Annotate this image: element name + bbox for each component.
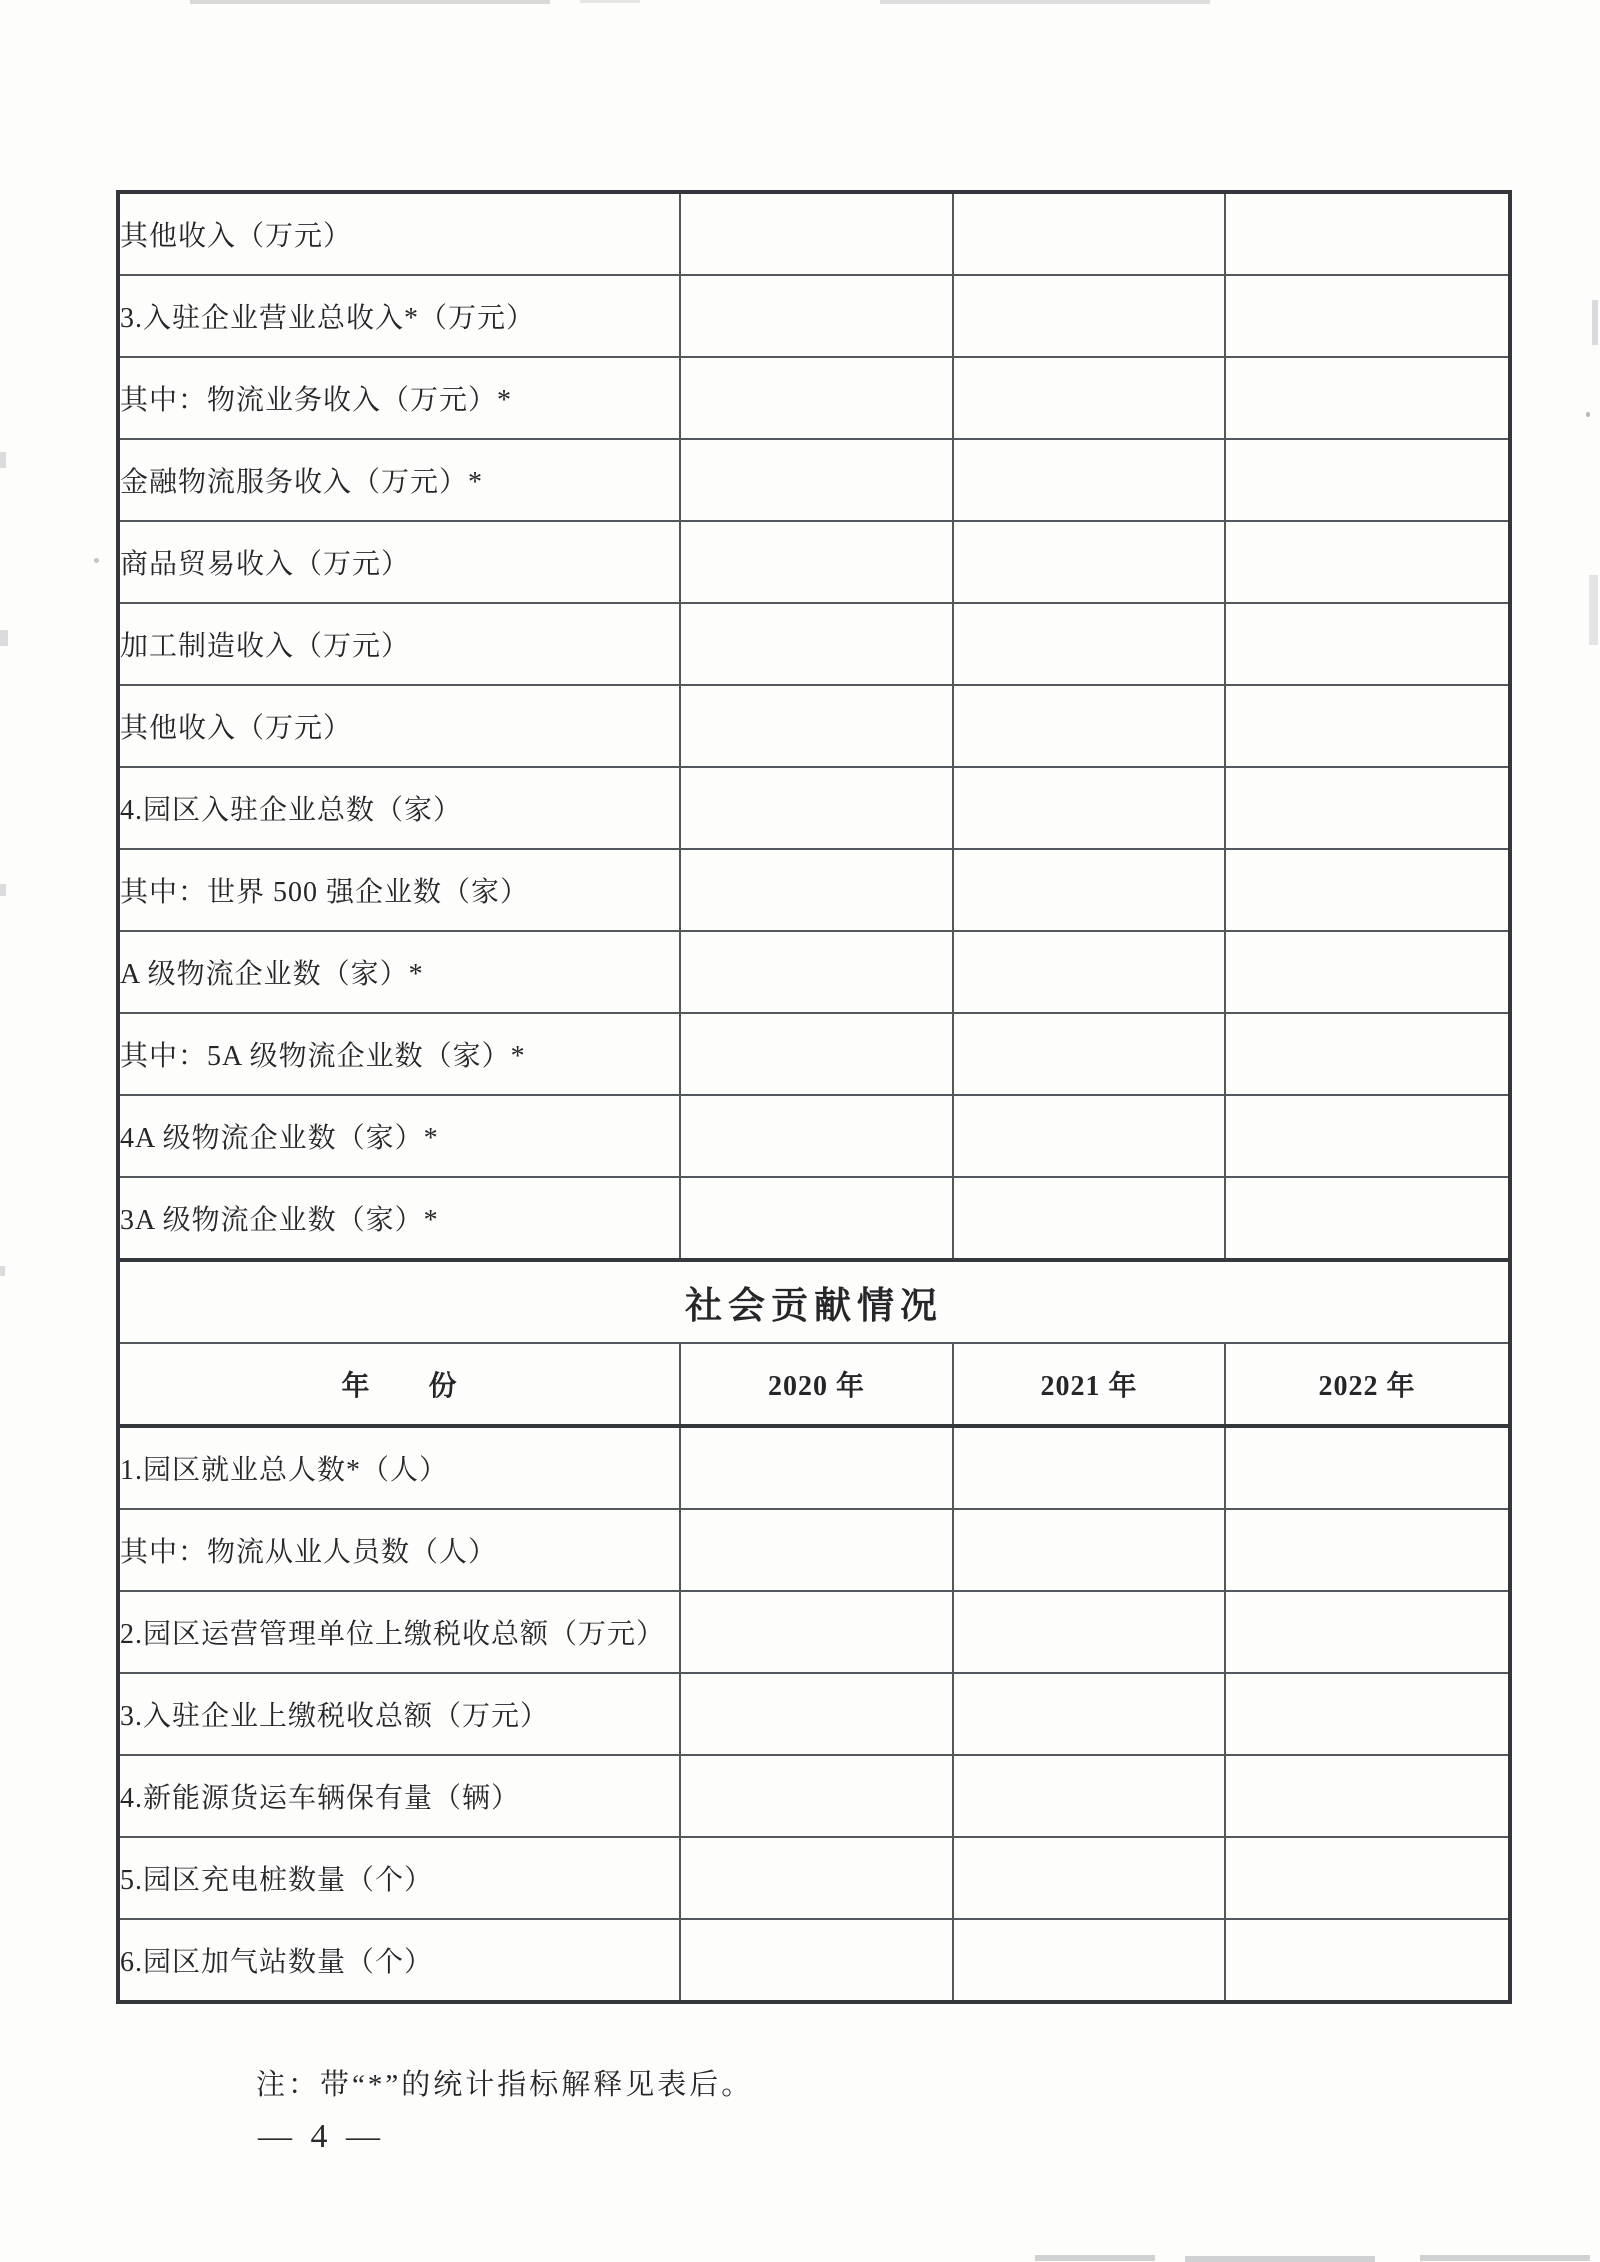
table-row xyxy=(118,1013,1510,1095)
value-cell-2021 xyxy=(953,1177,1225,1260)
row-label: 其中：物流业务收入（万元）* xyxy=(118,357,680,439)
table-row xyxy=(118,1837,1510,1919)
value-cell-2021 xyxy=(953,357,1225,439)
value-cell-2022 xyxy=(1225,603,1510,685)
table-row xyxy=(118,849,1510,931)
row-label: 2.园区运营管理单位上缴税收总额（万元） xyxy=(118,1591,680,1673)
scan-artifact xyxy=(190,0,550,4)
year-column-header-2021: 2021 年 xyxy=(953,1343,1225,1426)
scan-artifact xyxy=(0,630,8,646)
scan-artifact xyxy=(0,452,6,468)
row-label: 3.入驻企业营业总收入*（万元） xyxy=(118,275,680,357)
value-cell-2020 xyxy=(680,1095,953,1177)
value-cell-2020 xyxy=(680,931,953,1013)
scan-artifact xyxy=(1589,575,1598,645)
value-cell-2022 xyxy=(1225,1509,1510,1591)
value-cell-2022 xyxy=(1225,1095,1510,1177)
table-row xyxy=(118,439,1510,521)
value-cell-2021 xyxy=(953,275,1225,357)
scan-artifact xyxy=(1420,2255,1590,2261)
table-row xyxy=(118,685,1510,767)
value-cell-2020 xyxy=(680,192,953,275)
value-cell-2020 xyxy=(680,1673,953,1755)
table-row xyxy=(118,1095,1510,1177)
value-cell-2021 xyxy=(953,1591,1225,1673)
table-row xyxy=(118,767,1510,849)
value-cell-2020 xyxy=(680,849,953,931)
value-cell-2021 xyxy=(953,1509,1225,1591)
value-cell-2021 xyxy=(953,849,1225,931)
row-label: 其他收入（万元） xyxy=(118,685,680,767)
year-column-header-2022: 2022 年 xyxy=(1225,1343,1510,1426)
value-cell-2021 xyxy=(953,685,1225,767)
scan-artifact xyxy=(0,1266,5,1276)
row-label: A 级物流企业数（家）* xyxy=(118,931,680,1013)
footnote: 注：带“*”的统计指标解释见表后。 xyxy=(256,2069,754,2101)
table-row xyxy=(118,275,1510,357)
row-label: 6.园区加气站数量（个） xyxy=(118,1919,680,2002)
table-row xyxy=(118,1673,1510,1755)
value-cell-2022 xyxy=(1225,1177,1510,1260)
value-cell-2021 xyxy=(953,767,1225,849)
scan-artifact xyxy=(94,558,99,563)
value-cell-2022 xyxy=(1225,1013,1510,1095)
row-label: 加工制造收入（万元） xyxy=(118,603,680,685)
value-cell-2021 xyxy=(953,1755,1225,1837)
row-label: 3.入驻企业上缴税收总额（万元） xyxy=(118,1673,680,1755)
table-row xyxy=(118,357,1510,439)
value-cell-2021 xyxy=(953,1013,1225,1095)
row-label: 1.园区就业总人数*（人） xyxy=(118,1426,680,1509)
scan-artifact xyxy=(880,0,1210,4)
table-row xyxy=(118,1426,1510,1509)
year-column-header-2020: 2020 年 xyxy=(680,1343,953,1426)
table-row xyxy=(118,1591,1510,1673)
year-label-header: 年 份 xyxy=(118,1343,680,1426)
table-row xyxy=(118,1509,1510,1591)
row-label: 其中：5A 级物流企业数（家）* xyxy=(118,1013,680,1095)
value-cell-2021 xyxy=(953,603,1225,685)
value-cell-2020 xyxy=(680,767,953,849)
scan-artifact xyxy=(580,0,640,3)
table-row xyxy=(118,603,1510,685)
value-cell-2022 xyxy=(1225,275,1510,357)
row-label: 4.新能源货运车辆保有量（辆） xyxy=(118,1755,680,1837)
table-row xyxy=(118,1919,1510,2002)
scan-artifact xyxy=(1592,300,1598,345)
row-label: 5.园区充电桩数量（个） xyxy=(118,1837,680,1919)
value-cell-2020 xyxy=(680,1837,953,1919)
value-cell-2020 xyxy=(680,685,953,767)
value-cell-2020 xyxy=(680,1426,953,1509)
value-cell-2021 xyxy=(953,192,1225,275)
page-number: — 4 — xyxy=(258,2118,385,2155)
table-row xyxy=(118,521,1510,603)
row-label: 商品贸易收入（万元） xyxy=(118,521,680,603)
row-label: 其中：世界 500 强企业数（家） xyxy=(118,849,680,931)
value-cell-2021 xyxy=(953,1095,1225,1177)
value-cell-2022 xyxy=(1225,931,1510,1013)
row-label: 4A 级物流企业数（家）* xyxy=(118,1095,680,1177)
value-cell-2021 xyxy=(953,1673,1225,1755)
value-cell-2020 xyxy=(680,603,953,685)
value-cell-2020 xyxy=(680,1591,953,1673)
value-cell-2020 xyxy=(680,1013,953,1095)
park-statistics-table xyxy=(116,190,1512,2004)
row-label: 其他收入（万元） xyxy=(118,192,680,275)
value-cell-2022 xyxy=(1225,767,1510,849)
row-label: 金融物流服务收入（万元）* xyxy=(118,439,680,521)
value-cell-2020 xyxy=(680,521,953,603)
scan-artifact xyxy=(0,884,6,896)
value-cell-2022 xyxy=(1225,1673,1510,1755)
value-cell-2021 xyxy=(953,1426,1225,1509)
row-label: 3A 级物流企业数（家）* xyxy=(118,1177,680,1260)
scan-artifact xyxy=(1185,2256,1375,2262)
table-row xyxy=(118,192,1510,275)
value-cell-2022 xyxy=(1225,192,1510,275)
value-cell-2021 xyxy=(953,439,1225,521)
section-title: 社会贡献情况 xyxy=(118,1260,1510,1343)
value-cell-2021 xyxy=(953,521,1225,603)
value-cell-2022 xyxy=(1225,1837,1510,1919)
value-cell-2022 xyxy=(1225,1919,1510,2002)
value-cell-2021 xyxy=(953,931,1225,1013)
value-cell-2020 xyxy=(680,1509,953,1591)
row-label: 4.园区入驻企业总数（家） xyxy=(118,767,680,849)
value-cell-2022 xyxy=(1225,1426,1510,1509)
value-cell-2022 xyxy=(1225,521,1510,603)
table-row xyxy=(118,1755,1510,1837)
value-cell-2020 xyxy=(680,1755,953,1837)
row-label: 其中：物流从业人员数（人） xyxy=(118,1509,680,1591)
value-cell-2022 xyxy=(1225,685,1510,767)
value-cell-2020 xyxy=(680,1177,953,1260)
value-cell-2020 xyxy=(680,357,953,439)
value-cell-2020 xyxy=(680,1919,953,2002)
year-header-row xyxy=(118,1343,1510,1426)
value-cell-2020 xyxy=(680,439,953,521)
value-cell-2022 xyxy=(1225,439,1510,521)
table-row xyxy=(118,931,1510,1013)
value-cell-2021 xyxy=(953,1837,1225,1919)
table-row xyxy=(118,1177,1510,1260)
value-cell-2022 xyxy=(1225,1755,1510,1837)
value-cell-2021 xyxy=(953,1919,1225,2002)
value-cell-2022 xyxy=(1225,849,1510,931)
scan-artifact xyxy=(1035,2255,1155,2261)
value-cell-2022 xyxy=(1225,1591,1510,1673)
value-cell-2020 xyxy=(680,275,953,357)
section-title-row xyxy=(118,1260,1510,1343)
scan-artifact xyxy=(1586,412,1590,417)
value-cell-2022 xyxy=(1225,357,1510,439)
